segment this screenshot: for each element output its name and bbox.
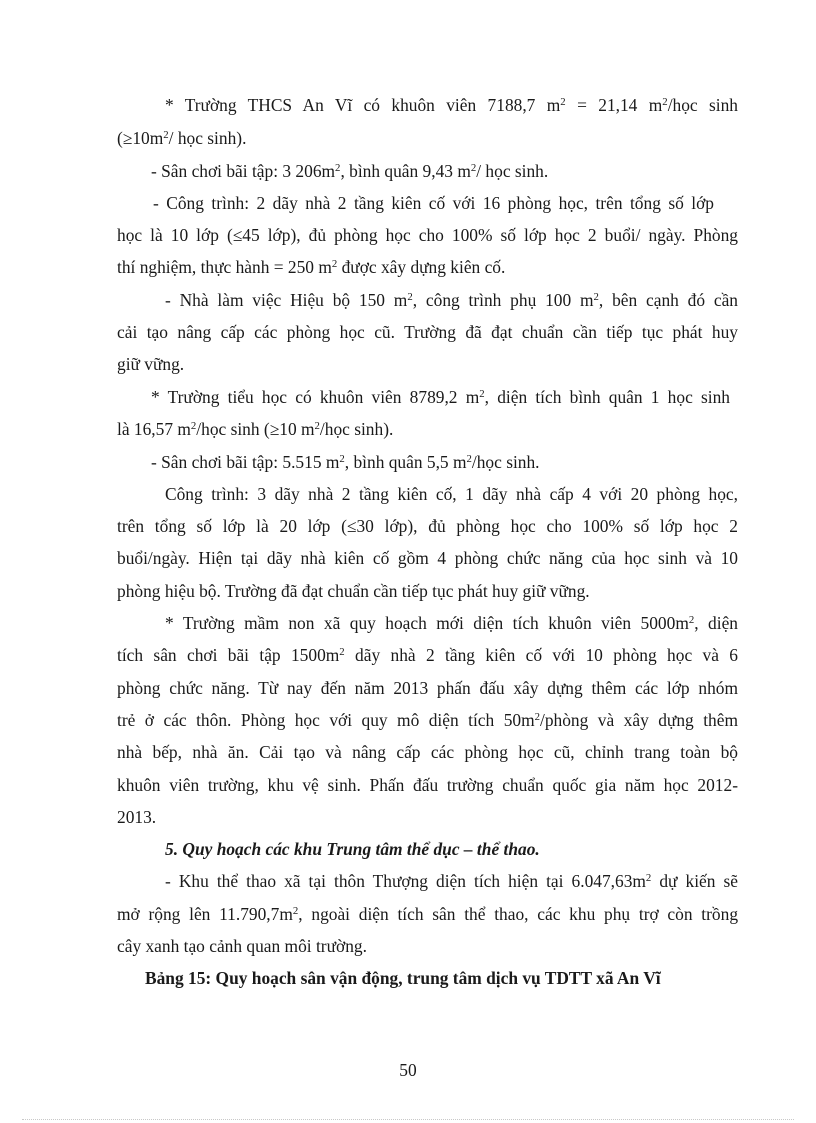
text-run: - Công trình: 2 dãy nhà 2 tầng kiên cố với 16 phòng học, trên tổng số lớp <box>153 193 714 213</box>
thcs-office-line-1 <box>165 289 738 311</box>
page-number: 50 <box>399 1060 417 1080</box>
superscript: 2 <box>335 162 341 175</box>
text-run: là 16,57 m <box>117 419 191 439</box>
text-run: * Trường mầm non xã quy hoạch mới diện tích khuôn viên 5000m <box>165 613 689 633</box>
superscript: 2 <box>163 129 169 142</box>
para-thcs-line-1 <box>165 94 738 116</box>
text-run: cây xanh tạo cảnh quan môi trường. <box>117 936 367 956</box>
text-run: /học sinh <box>667 95 738 115</box>
text-run: thí nghiệm, thực hành = 250 m <box>117 257 332 277</box>
superscript: 2 <box>645 872 652 885</box>
text-run: cải tạo nâng cấp các phòng học cũ. Trường đã đạt chuẩn cần tiếp tục phát huy <box>117 322 738 342</box>
text-run: / học sinh). <box>168 128 247 148</box>
text-run: phòng hiệu bộ. Trường đã đạt chuẩn cần tiếp tục phát huy giữ vững. <box>117 581 590 601</box>
text-run: tích sân chơi bãi tập 1500m <box>117 645 340 665</box>
thcs-building-line-1 <box>153 192 714 214</box>
text-run: 2013. <box>117 807 157 827</box>
primary-building-line-4 <box>117 580 590 602</box>
text-run: mở rộng lên 11.790,7m <box>117 904 293 924</box>
kindergarten-line-7 <box>117 806 156 828</box>
superscript: 2 <box>534 711 540 724</box>
text-run: = 21,14 m <box>565 95 663 115</box>
text-run: buổi/ngày. Hiện tại dãy nhà kiên cố gồm 4 phòng chức năng của học sinh và 10 <box>117 548 738 568</box>
text-run: /phòng và xây dựng thêm <box>540 710 738 730</box>
text-run: phòng chức năng. Từ nay đến năm 2013 phấn đấu xây dựng thêm các lớp nhóm <box>117 678 738 698</box>
text-run: được xây dựng kiên cố. <box>337 257 506 277</box>
text-run: , bình quân 5,5 m <box>344 452 467 472</box>
section-heading <box>165 838 540 860</box>
text-run: dự kiến sẽ <box>651 871 738 891</box>
kindergarten-line-1 <box>165 612 738 634</box>
text-run: 5. Quy hoạch các khu Trung tâm thể dục – thể thao. <box>165 839 540 859</box>
text-run: * Trường THCS An Vĩ có khuôn viên 7188,7 m <box>165 95 561 115</box>
superscript: 2 <box>688 614 695 627</box>
sports-line-3 <box>117 935 367 957</box>
superscript: 2 <box>479 388 485 401</box>
para-thcs-line-2 <box>117 127 246 149</box>
text-run: - Sân chơi bãi tập: 3 206m <box>151 161 336 181</box>
text-run: khuôn viên trường, khu vệ sinh. Phấn đấu trường chuẩn quốc gia năm học 2012- <box>117 775 738 795</box>
superscript: 2 <box>662 96 668 109</box>
text-run: , bình quân 9,43 m <box>340 161 471 181</box>
kindergarten-line-2 <box>117 644 738 666</box>
text-run: nhà bếp, nhà ăn. Cải tạo và nâng cấp các phòng học cũ, chỉnh trang toàn bộ <box>117 742 738 762</box>
text-run: dãy nhà 2 tầng kiên cố với 10 phòng học và 6 <box>344 645 738 665</box>
superscript: 2 <box>339 453 345 466</box>
sports-line-1 <box>165 870 738 892</box>
text-run: , bên cạnh đó cần <box>598 290 739 310</box>
primary-building-line-2 <box>117 515 738 537</box>
table-caption <box>145 967 661 989</box>
kindergarten-line-4 <box>117 709 738 731</box>
primary-building-line-3 <box>117 547 738 569</box>
kindergarten-line-5 <box>117 741 738 763</box>
superscript: 2 <box>331 258 338 271</box>
thcs-office-line-2 <box>117 321 738 343</box>
text-run: trên tổng số lớp là 20 lớp (≤30 lớp), đủ phòng học cho 100% số lớp học 2 <box>117 516 738 536</box>
primary-building-line-1 <box>165 483 738 505</box>
superscript: 2 <box>560 96 566 109</box>
text-run: (≥10m <box>117 128 164 148</box>
superscript: 2 <box>593 291 599 304</box>
superscript: 2 <box>314 420 320 433</box>
text-run: /học sinh. <box>471 452 540 472</box>
thcs-building-line-2 <box>117 224 738 246</box>
text-run: , công trình phụ 100 m <box>412 290 594 310</box>
superscript: 2 <box>292 905 299 918</box>
primary-line-2 <box>117 418 393 440</box>
text-run: giữ vững. <box>117 354 185 374</box>
primary-playground <box>151 451 540 473</box>
primary-line-1 <box>151 386 730 408</box>
text-run: , diện tích bình quân 1 học sinh <box>484 387 730 407</box>
text-run: học là 10 lớp (≤45 lớp), đủ phòng học cho 100% số lớp học 2 buổi/ ngày. Phòng <box>117 225 738 245</box>
text-run: * Trường tiểu học có khuôn viên 8789,2 m <box>151 387 480 407</box>
sports-line-2 <box>117 903 738 925</box>
thcs-office-line-3 <box>117 353 184 375</box>
text-run: , ngoài diện tích sân thể thao, các khu phụ trợ còn trồng <box>298 904 739 924</box>
kindergarten-line-6 <box>117 774 738 796</box>
thcs-playground <box>151 160 548 182</box>
text-run: / học sinh. <box>476 161 549 181</box>
text-run: /học sinh). <box>319 419 394 439</box>
text-run: , diện <box>694 613 738 633</box>
text-run: - Nhà làm việc Hiệu bộ 150 m <box>165 290 408 310</box>
text-run: /học sinh (≥10 m <box>196 419 315 439</box>
text-run: Công trình: 3 dãy nhà 2 tầng kiên cố, 1 dãy nhà cấp 4 với 20 phòng học, <box>165 484 738 504</box>
superscript: 2 <box>190 420 197 433</box>
text-run: Bảng 15: Quy hoạch sân vận động, trung tâm dịch vụ TDTT xã An Vĩ <box>145 968 661 988</box>
text-run: - Sân chơi bãi tập: 5.515 m <box>151 452 340 472</box>
superscript: 2 <box>339 646 345 659</box>
kindergarten-line-3 <box>117 677 738 699</box>
text-run: trẻ ở các thôn. Phòng học với quy mô diện tích 50m <box>117 710 535 730</box>
superscript: 2 <box>466 453 472 466</box>
superscript: 2 <box>407 291 413 304</box>
thcs-building-line-3 <box>117 256 505 278</box>
text-run: - Khu thể thao xã tại thôn Thượng diện tích hiện tại 6.047,63m <box>165 871 646 891</box>
footer-divider <box>22 1119 794 1120</box>
superscript: 2 <box>470 162 477 175</box>
